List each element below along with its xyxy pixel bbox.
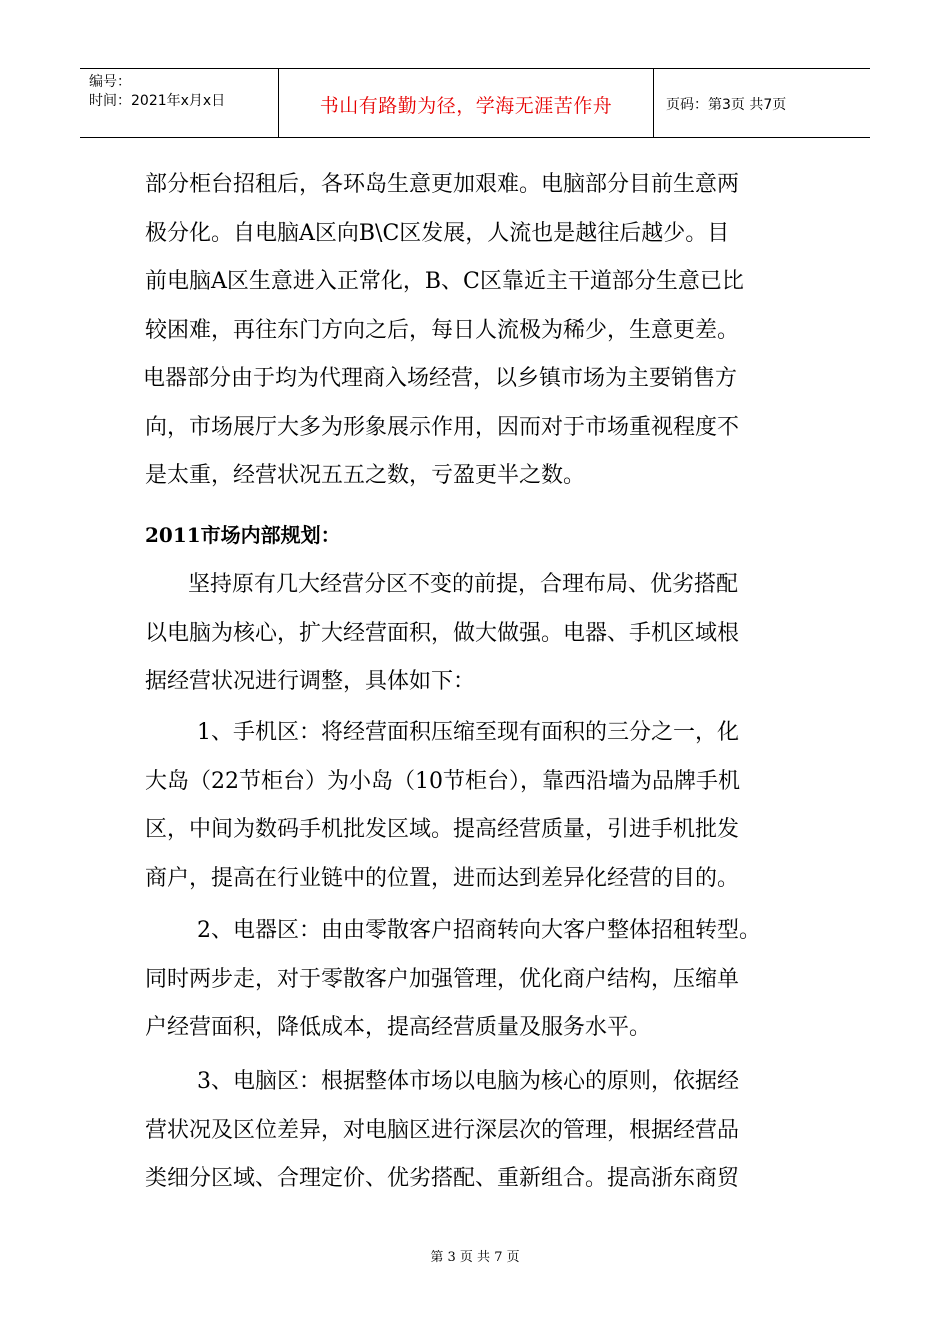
text-line: 营状况及区位差异，对电脑区进行深层次的管理，根据经营品 [145,1117,740,1143]
text-line: 2、电器区：由由零散客户招商转向大客户整体招租转型。 [197,918,761,943]
header-meta-cell [80,69,279,137]
header-motto-cell [279,69,654,137]
motto-text: 书山有路勤为径，学海无涯苦作舟 [319,95,613,117]
paragraph-phone-zone [145,709,825,903]
heading-text: 2011市场内部规划： [145,523,341,547]
text-line: 坚持原有几大经营分区不变的前提，合理布局、优劣搭配 [188,572,739,597]
text-line: 商户，提高在行业链中的位置，进而达到差异化经营的目的。 [145,865,740,891]
page-footer: 第 3 页 共 7 页 [430,1250,520,1265]
page-header [80,68,870,138]
text-line: 区，中间为数码手机批发区域。提高经营质量，引进手机批发 [145,817,740,842]
serial-label: 编号： [89,74,131,90]
paragraph-market-status [145,161,825,501]
text-line: 1、手机区：将经营面积压缩至现有面积的三分之一，化 [197,720,739,745]
section-heading [145,511,825,560]
time-label: 时间：2021年x月x日 [89,93,226,109]
text-line: 类细分区域、合理定价、优劣搭配、重新组合。提高浙东商贸 [145,1166,740,1191]
header-page-cell [654,69,870,137]
paragraph-appliance-zone [145,907,825,1053]
text-line: 3、电脑区：根据整体市场以电脑为核心的原则，依据经 [197,1069,739,1094]
page-info: 页码：第3页 共7页 [666,97,787,113]
paragraph-computer-zone [145,1058,825,1204]
paragraph-planning-intro [145,561,825,707]
text-line: 前电脑A区生意进入正常化，B、C区靠近主干道部分生意已比 [145,269,744,294]
text-line: 是太重，经营状况五五之数，亏盈更半之数。 [145,463,586,488]
text-line: 向，市场展厅大多为形象展示作用，因而对于市场重视程度不 [145,414,740,440]
text-line: 户经营面积，降低成本，提高经营质量及服务水平。 [145,1015,652,1040]
text-line: 据经营状况进行调整，具体如下： [145,669,476,694]
text-line: 大岛（22节柜台）为小岛（10节柜台），靠西沿墙为品牌手机 [145,768,740,794]
text-line: 同时两步走，对于零散客户加强管理，优化商户结构，压缩单 [145,966,740,992]
text-line: 部分柜台招租后，各环岛生意更加艰难。电脑部分目前生意两 [145,172,740,197]
text-line: 电器部分由于均为代理商入场经营，以乡镇市场为主要销售方 [143,366,738,391]
text-line: 极分化。自电脑A区向B\C区发展，人流也是越往后越少。目 [145,220,730,246]
text-line: 以电脑为核心，扩大经营面积，做大做强。电器、手机区域根 [145,620,740,646]
text-line: 较困难，再往东门方向之后，每日人流极为稀少，生意更差。 [145,317,740,343]
